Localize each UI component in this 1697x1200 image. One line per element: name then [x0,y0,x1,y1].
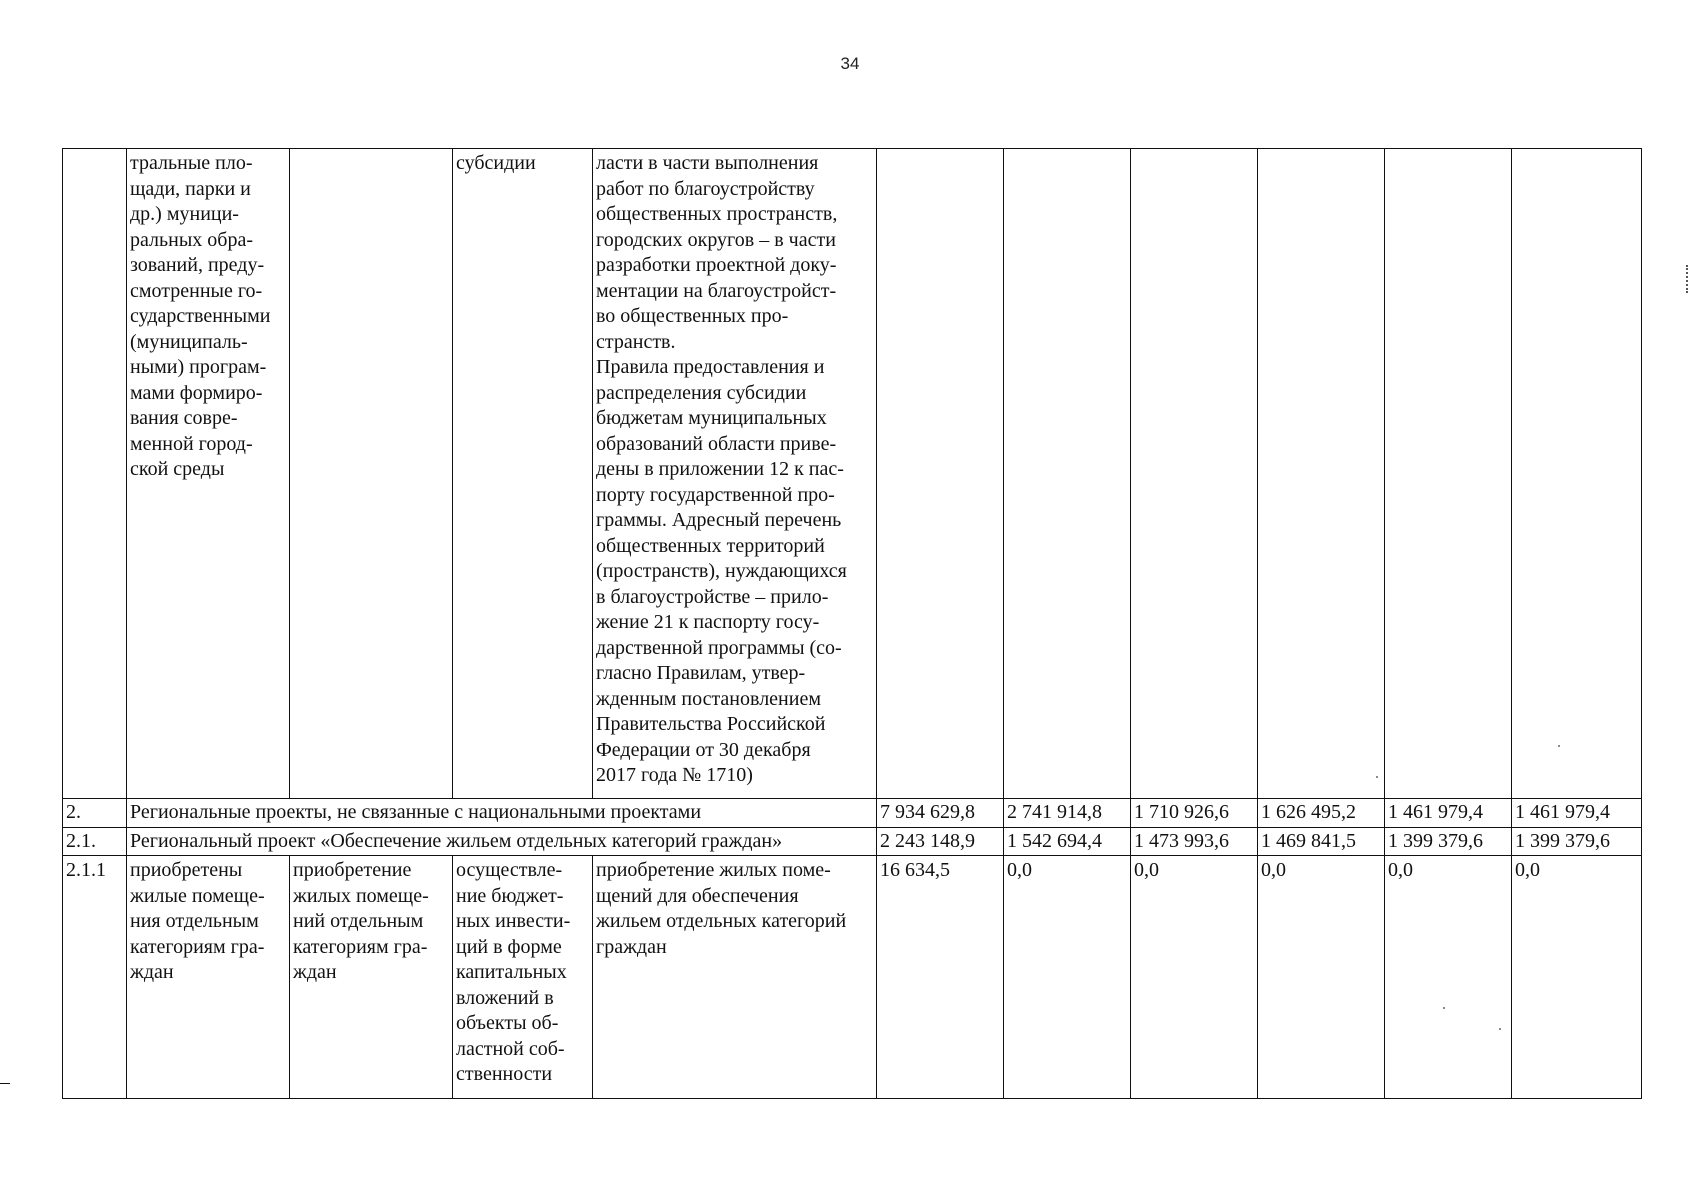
scan-speck [1558,745,1560,747]
row-index-cell: 2.1.1 [63,856,127,1099]
row-index-cell [63,149,127,799]
value-cell: 2 741 914,8 [1004,799,1131,828]
row-index-cell: 2.1. [63,827,127,856]
section-title-cell: Региональный проект «Обеспечение жильем отдельных категорий граждан» [127,827,877,856]
value-cell: 1 710 926,6 [1131,799,1258,828]
value-cell: 0,0 [1004,856,1131,1099]
description-cell: ласти в части выполнения работ по благоустройству общественных пространств, городских округов – в части разработки проектной доку- ментации на благоустройст- во общественных про- странств. Правила предоставления и распределения субсидии бюджетам муниципальных образований области приве- дены в приложении 12 к пас- порту государственной про- граммы. Адресный перечень общественных территорий (пространств), нуждающихся в благоустройстве – прило- жение 21 к паспорту госу- дарственной программы (со- гласно Правилам, утвер- жденным постановлением Правительства Российской Федерации от 30 декабря 2017 года № 1710) [593,149,877,799]
result-cell: приобретены жилые помеще- ния отдельным категориям гра- ждан [127,856,290,1099]
value-cell: 0,0 [1512,856,1642,1099]
scan-speck [1499,1028,1501,1030]
value-cell: 0,0 [1385,856,1512,1099]
value-cell: 1 399 379,6 [1512,827,1642,856]
scan-margin-mark [0,1083,10,1084]
value-cell: 1 461 979,4 [1512,799,1642,828]
value-cell: 1 542 694,4 [1004,827,1131,856]
row-index-cell: 2. [63,799,127,828]
value-cell [1385,149,1512,799]
section-title-cell: Региональные проекты, не связанные с национальными проектами [127,799,877,828]
value-cell: 0,0 [1131,856,1258,1099]
value-cell: 7 934 629,8 [877,799,1004,828]
description-cell: приобретение жилых поме- щений для обеспечения жильем отдельных категорий граждан [593,856,877,1099]
value-cell [1004,149,1131,799]
value-cell [877,149,1004,799]
scan-speck [1376,776,1378,778]
value-cell: 2 243 148,9 [877,827,1004,856]
value-cell: 0,0 [1258,856,1385,1099]
value-cell [1512,149,1642,799]
scan-edge-marks [1686,265,1694,293]
event-cell [290,149,453,799]
scan-speck [1443,1007,1445,1009]
table-row-item-2-1-1 [63,856,1642,1099]
mechanism-cell: осуществле- ние бюджет- ных инвести- ций в форме капитальных вложений в объекты об- ластной соб- ственности [453,856,593,1099]
table-row-section-2 [63,799,1642,828]
value-cell [1258,149,1385,799]
value-cell [1131,149,1258,799]
value-cell: 1 473 993,6 [1131,827,1258,856]
table-row-section-2-1 [63,827,1642,856]
value-cell: 1 461 979,4 [1385,799,1512,828]
page-number: 34 [840,54,860,73]
event-cell: приобретение жилых помеще- ний отдельным категориям гра- ждан [290,856,453,1099]
value-cell: 1 469 841,5 [1258,827,1385,856]
value-cell: 1 626 495,2 [1258,799,1385,828]
mechanism-cell: субсидии [453,149,593,799]
value-cell: 1 399 379,6 [1385,827,1512,856]
value-cell: 16 634,5 [877,856,1004,1099]
result-cell: тральные пло- щади, парки и др.) муници- pальных обра- зований, преду- смотренные го- сударственными (муниципаль- ными) програм- мами формиро- вания совре- менной город- ской среды [127,149,290,799]
table-row-continued [63,149,1642,799]
budget-table [62,148,1642,1099]
